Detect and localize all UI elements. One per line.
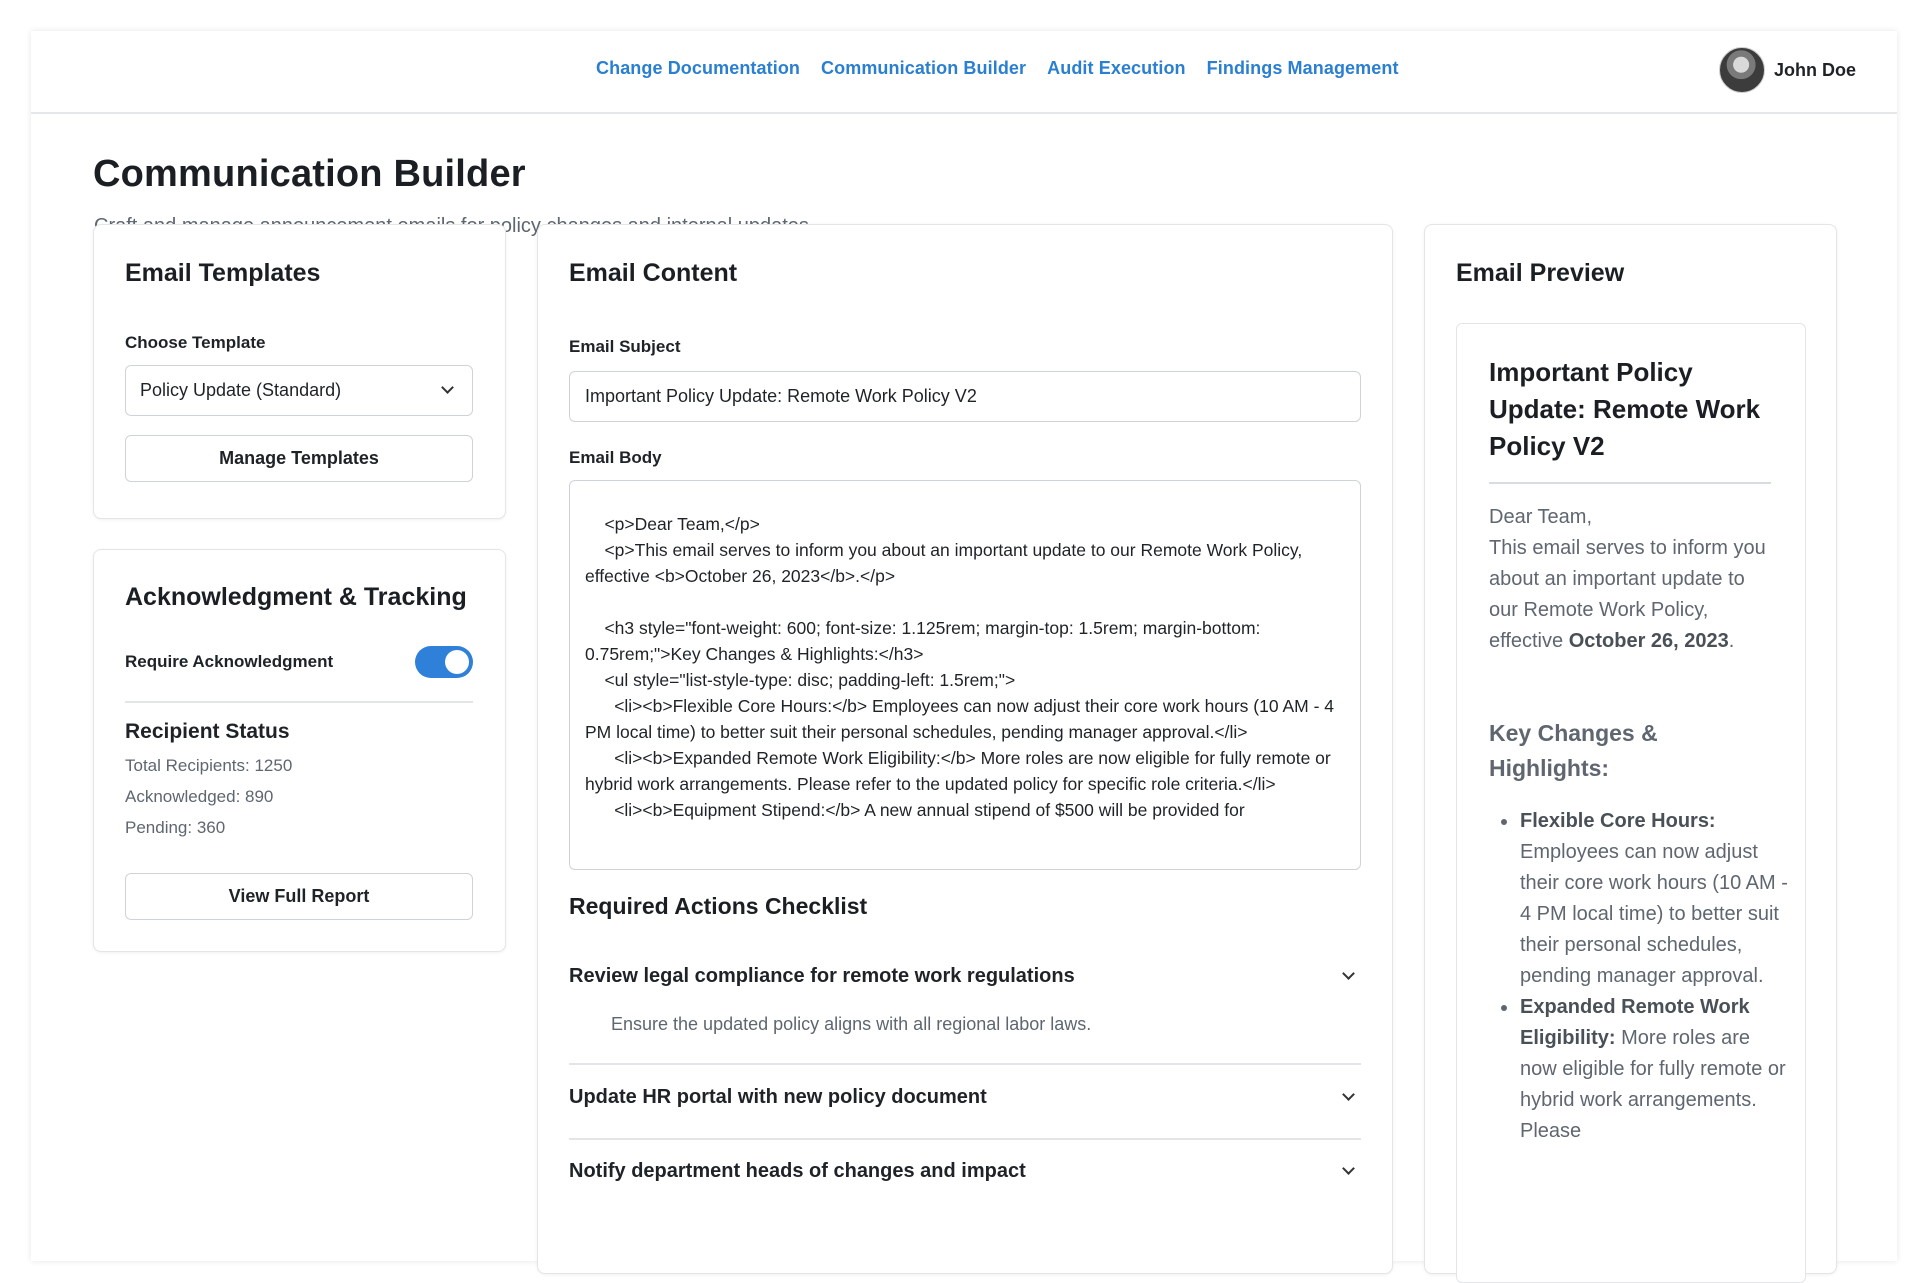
divider (569, 1063, 1361, 1065)
page-title: Communication Builder (93, 153, 526, 195)
preview-bullet-list (1489, 806, 1789, 1147)
require-ack-toggle[interactable] (415, 646, 473, 678)
divider (569, 1138, 1361, 1140)
nav-communication-builder[interactable]: Communication Builder (821, 58, 1027, 78)
preview-bullet-bold: Flexible Core Hours: (1520, 810, 1716, 832)
email-body-label: Email Body (569, 448, 662, 467)
page-subtitle: policy (489, 215, 541, 237)
preview-intro-end: . (1728, 630, 1735, 652)
acknowledged-count: Acknowledged: 890 (125, 787, 274, 806)
divider (125, 701, 473, 703)
preview-body (1489, 502, 1779, 657)
tracking-title: Acknowledgment & Tracking (125, 583, 467, 611)
app-window (31, 31, 1897, 1261)
manage-templates-button[interactable]: Manage Templates (125, 435, 473, 482)
choose-template-label: Choose Template (125, 333, 266, 352)
checklist-item-title[interactable]: Update HR portal with new policy document (569, 1086, 987, 1108)
nav-findings-management[interactable]: Findings Management (1206, 58, 1399, 78)
preview-email-title: Important Policy Update: Remote Work Policy V2 (1489, 357, 1761, 461)
email-body-textarea[interactable] (569, 480, 1361, 870)
toggle-knob (445, 650, 469, 674)
email-templates-title: Email Templates (125, 259, 321, 287)
divider (1489, 482, 1771, 484)
preview-bullet-bold: Expanded Remote Work Eligibility: (1520, 996, 1750, 1049)
email-subject-input[interactable] (569, 371, 1361, 422)
user-name: John Doe (1773, 59, 1856, 80)
preview-bullet-text: Employees can now adjust their core work hours (10 AM - 4 PM local time) to better suit their personal schedules, pending manager approval. (1520, 841, 1788, 987)
checklist-item-title[interactable]: Review legal compliance for remote work regulations (569, 965, 1075, 987)
preview-bullet (1489, 806, 1789, 992)
main-nav (596, 58, 1399, 79)
preview-intro: This email serves to inform you about an important update to our Remote Work Policy, effective (1489, 537, 1766, 652)
checklist-item-desc: Ensure the updated policy aligns with all regional labor laws. (611, 1014, 1092, 1034)
total-recipients: Total Recipients: 1250 (125, 756, 293, 775)
email-subject-value: Important Policy Update: Remote Work Policy V2 (585, 386, 977, 406)
require-ack-label: Require Acknowledgment (125, 652, 334, 671)
chevron-down-icon[interactable] (1342, 967, 1355, 980)
avatar[interactable] (1719, 47, 1765, 93)
chevron-down-icon (441, 381, 454, 394)
template-select[interactable] (125, 365, 473, 416)
checklist-item-title[interactable]: Notify department heads of changes and impact (569, 1160, 1026, 1182)
nav-audit-execution[interactable]: Audit Execution (1047, 58, 1186, 78)
email-preview-title: Email Preview (1456, 259, 1625, 287)
email-preview-frame (1456, 323, 1806, 1283)
tracking-card (93, 549, 506, 952)
user-menu[interactable] (1719, 47, 1856, 93)
preview-bullet (1489, 992, 1789, 1147)
chevron-down-icon[interactable] (1342, 1162, 1355, 1175)
email-content-card (537, 224, 1393, 1274)
chevron-down-icon[interactable] (1342, 1088, 1355, 1101)
checklist-title: Required Actions Checklist (569, 893, 868, 919)
email-preview-card (1424, 224, 1837, 1274)
pending-count: Pending: 360 (125, 818, 226, 837)
recipient-status-title: Recipient Status (125, 720, 290, 743)
nav-change-documentation[interactable]: Change Documentation (596, 58, 801, 78)
email-templates-card (93, 224, 506, 519)
view-full-report-button[interactable]: View Full Report (125, 873, 473, 920)
preview-date: October 26, 2023 (1568, 630, 1729, 652)
template-select-value: Policy Update (Standard) (140, 380, 342, 400)
preview-bullet-text: More roles are now eligible for fully remote or hybrid work arrangements. Please (1520, 1027, 1786, 1142)
top-navbar (31, 31, 1897, 114)
preview-greeting: Dear Team, (1489, 506, 1593, 528)
email-content-title: Email Content (569, 259, 738, 287)
email-body-value: <p>Dear Team,</p> <p>This email serves to inform you about an important update to our Remote Work Policy, effective <b>October 26, 2023</b>.</p> <h3 style="font-weight: 600; font-size: 1.125rem; margin-top: 1.5rem; margin-bottom: 0.75rem;">Key Changes & Highlights:</h3> <ul style="list-style-type: disc; padding-left: 1.5rem;"> <li><b>Flexible Core Hours:</b> Employees can now adjust their core work hours (10 AM - 4 PM local time) to better suit their personal schedules, pending manager approval.</li> <li><b>Expanded Remote Work Eligibility:</b> More roles are now eligible for fully remote or hybrid work arrangements. Please refer to the updated policy for specific role criteria.</li> <li><b>Equipment Stipend:</b> A new annual stipend of $500 will be provided for (585, 514, 1334, 820)
preview-heading: Key Changes & Highlights: (1489, 720, 1658, 781)
email-subject-label: Email Subject (569, 337, 681, 356)
